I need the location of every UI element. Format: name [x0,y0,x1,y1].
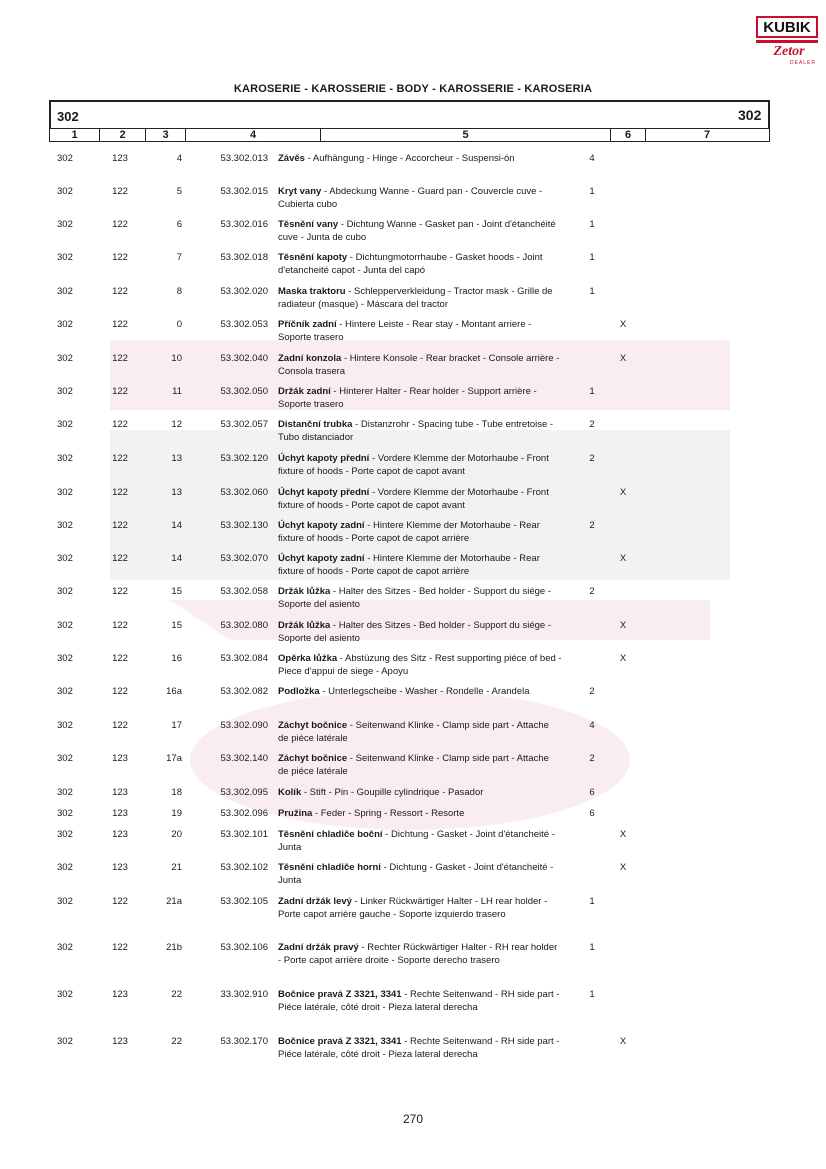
part-translations: - Abstüzung des Sitz - Rest supporting piéce of bed - Piece d'appui de siege - Apoyu [278,653,562,677]
cell-part-number: 53.302.120 [220,453,268,464]
cell-position: 15 [171,620,182,631]
part-name-cz: Úchyt kapoty zadní [278,520,365,531]
cell-group: 302 [57,686,73,697]
cell-group: 302 [57,808,73,819]
column-header-row [49,128,770,142]
part-translations: - Distanzrohr - Spacing tube - Tube entretoise - Tubo distanciador [278,419,554,443]
cell-part-number: 53.302.050 [220,386,268,397]
cell-position: 22 [171,1036,182,1047]
cell-quantity: 1 [589,386,595,397]
part-translations: - Rechter Rückwärtiger Halter - RH rear holder - Porte capot arrière droite - Soporte derecho trasero [278,942,558,966]
cell-mark: X [619,319,627,330]
cell-mark: X [619,653,627,664]
cell-code: 122 [112,353,128,364]
cell-part-number: 53.302.013 [220,153,268,164]
cell-part-number: 53.302.080 [220,620,268,631]
cell-code: 123 [112,753,128,764]
group-code-left: 302 [57,109,79,124]
cell-quantity: 6 [589,808,595,819]
cell-description [278,152,562,165]
cell-position: 17 [171,720,182,731]
cell-group: 302 [57,553,73,564]
cell-code: 122 [112,942,128,953]
cell-part-number: 53.302.070 [220,553,268,564]
cell-group: 302 [57,1036,73,1047]
cell-quantity: 1 [589,896,595,907]
logo-divider [756,40,818,43]
part-name-cz: Opěrka lůžka [278,653,338,664]
cell-quantity: 2 [589,520,595,531]
group-code-right: 302 [738,107,762,123]
cell-position: 21a [166,896,182,907]
cell-group: 302 [57,942,73,953]
cell-position: 6 [176,219,182,230]
part-name-cz: Těsnění chladiče horní [278,862,381,873]
cell-part-number: 33.302.910 [220,989,268,1000]
part-name-cz: Držák zadní [278,386,331,397]
cell-mark: X [619,1036,627,1047]
cell-group: 302 [57,753,73,764]
cell-code: 122 [112,186,128,197]
cell-quantity: 2 [589,419,595,430]
part-name-cz: Úchyt kapoty přední [278,487,370,498]
section-heading: KAROSERIE - KAROSSERIE - BODY - KAROSSERIE - KAROSERIA [233,83,593,95]
cell-mark: X [619,553,627,564]
page-number: 270 [402,1112,424,1126]
cell-code: 122 [112,286,128,297]
logo-dealer-text: DEALER [790,60,817,66]
cell-code: 122 [112,586,128,597]
cell-description [278,786,562,799]
cell-quantity: 1 [589,942,595,953]
cell-position: 17a [166,753,182,764]
part-translations: - Hintere Konsole - Rear bracket - Console arrière - Consola trasera [278,353,560,377]
part-translations: - Hintere Klemme der Motorhaube - Rear fixture of hoods - Porte capot de capot arrière [278,553,540,577]
cell-position: 13 [171,453,182,464]
cell-group: 302 [57,286,73,297]
part-name-cz: Pružina [278,808,313,819]
cell-description [278,752,562,778]
part-translations: - Halter des Sitzes - Bed holder - Support du siége - Soporte del asiento [278,586,551,610]
cell-part-number: 53.302.060 [220,487,268,498]
cell-description [278,988,562,1014]
cell-group: 302 [57,720,73,731]
part-name-cz: Kolík [278,787,302,798]
cell-code: 122 [112,219,128,230]
part-name-cz: Těsnění chladiče boční [278,829,383,840]
part-translations: - Aufhängung - Hinge - Accorcheur - Suspensi-ón [304,153,515,164]
cell-code: 123 [112,1036,128,1047]
column-header-7: 7 [703,129,711,141]
cell-code: 122 [112,686,128,697]
cell-part-number: 53.302.140 [220,753,268,764]
cell-part-number: 53.302.040 [220,353,268,364]
part-translations: - Hintere Klemme der Motorhaube - Rear fixture of hoods - Porte capot de capot arrière [278,520,540,544]
part-name-cz: Úchyt kapoty zadní [278,553,365,564]
cell-group: 302 [57,620,73,631]
part-name-cz: Bočnice pravá Z 3321, 3341 [278,1036,402,1047]
cell-code: 123 [112,862,128,873]
cell-position: 8 [176,286,182,297]
part-translations: - Rechte Seitenwand - RH side part - Piéce latérale, côté droit - Pieza lateral derecha [278,989,560,1013]
cell-position: 20 [171,829,182,840]
part-name-cz: Držák lůžka [278,586,331,597]
cell-group: 302 [57,252,73,263]
cell-part-number: 53.302.096 [220,808,268,819]
cell-code: 122 [112,487,128,498]
part-name-cz: Těsnění vany [278,219,339,230]
cell-quantity: 2 [589,686,595,697]
cell-position: 10 [171,353,182,364]
part-name-cz: Záchyt bočnice [278,753,348,764]
cell-position: 21 [171,862,182,873]
cell-part-number: 53.302.057 [220,419,268,430]
cell-code: 122 [112,386,128,397]
part-name-cz: Příčník zadní [278,319,337,330]
part-name-cz: Úchyt kapoty přední [278,453,370,464]
cell-part-number: 53.302.090 [220,720,268,731]
part-translations: - Stift - Pin - Goupille cylindrique - Pasador [301,787,484,798]
part-name-cz: Podložka [278,686,320,697]
cell-description [278,285,562,311]
cell-description [278,418,562,444]
cell-code: 123 [112,787,128,798]
part-name-cz: Držák lůžka [278,620,331,631]
cell-mark: X [619,862,627,873]
cell-code: 123 [112,808,128,819]
cell-part-number: 53.302.015 [220,186,268,197]
cell-part-number: 53.302.102 [220,862,268,873]
cell-part-number: 53.302.095 [220,787,268,798]
cell-part-number: 53.302.130 [220,520,268,531]
cell-position: 13 [171,487,182,498]
cell-group: 302 [57,862,73,873]
part-translations: - Hintere Leiste - Rear stay - Montant arriere - Soporte trasero [278,319,532,343]
cell-position: 4 [176,153,182,164]
cell-description [278,941,562,967]
logo-kubik-text: KUBIK [763,18,811,36]
cell-quantity: 4 [589,153,595,164]
cell-group: 302 [57,186,73,197]
cell-group: 302 [57,319,73,330]
kubik-zetor-logo [756,16,818,68]
cell-quantity: 1 [589,989,595,1000]
cell-group: 302 [57,520,73,531]
cell-quantity: 1 [589,252,595,263]
cell-position: 11 [172,386,182,397]
cell-group: 302 [57,896,73,907]
cell-position: 16 [171,653,182,664]
column-header-3: 3 [146,129,186,141]
part-name-cz: Zadní držák levý [278,896,352,907]
cell-part-number: 53.302.058 [220,586,268,597]
cell-part-number: 53.302.018 [220,252,268,263]
cell-code: 122 [112,553,128,564]
cell-quantity: 2 [589,753,595,764]
cell-mark: X [619,353,627,364]
cell-quantity: 4 [589,720,595,731]
cell-group: 302 [57,453,73,464]
cell-description [278,218,562,244]
cell-quantity: 1 [589,286,595,297]
cell-group: 302 [57,153,73,164]
cell-position: 16a [166,686,182,697]
cell-description [278,452,562,478]
cell-code: 122 [112,252,128,263]
cell-part-number: 53.302.105 [220,896,268,907]
cell-description [278,619,562,645]
cell-part-number: 53.302.106 [220,942,268,953]
cell-description [278,318,562,344]
cell-code: 122 [112,453,128,464]
part-name-cz: Těsnění kapoty [278,252,348,263]
cell-group: 302 [57,787,73,798]
cell-description [278,1035,562,1061]
cell-group: 302 [57,386,73,397]
column-header-4: 4 [186,129,321,141]
part-translations: - Halter des Sitzes - Bed holder - Support du siége - Soporte del asiento [278,620,551,644]
cell-code: 122 [112,319,128,330]
cell-description [278,585,562,611]
part-name-cz: Zadní konzola [278,353,342,364]
part-translations: - Hinterer Halter - Rear holder - Support arrière - Soporte trasero [278,386,537,410]
cell-mark: X [619,620,627,631]
cell-code: 123 [112,829,128,840]
cell-mark: X [619,487,627,498]
part-translations: - Vordere Klemme der Motorhaube - Front fixture of hoods - Porte capot de capot avant [278,487,549,511]
part-translations: - Unterlegscheibe - Washer - Rondelle - Arandela [319,686,530,697]
part-translations: - Seitenwand Klinke - Clamp side part - Attache de piéce latérale [278,720,549,744]
part-translations: - Abdeckung Wanne - Guard pan - Couvercle cuve - Cubierta cubo [278,186,543,210]
cell-group: 302 [57,219,73,230]
cell-position: 0 [176,319,182,330]
part-name-cz: Záchyt bočnice [278,720,348,731]
cell-code: 122 [112,520,128,531]
column-header-6: 6 [611,129,646,141]
part-translations: - Feder - Spring - Ressort - Resorte [312,808,465,819]
cell-quantity: 1 [589,186,595,197]
cell-description [278,685,562,698]
cell-mark: X [619,829,627,840]
cell-description [278,519,562,545]
part-name-cz: Závěs [278,153,305,164]
column-header-2: 2 [100,129,146,141]
cell-position: 14 [171,520,182,531]
part-name-cz: Distanční trubka [278,419,353,430]
group-header-frame [49,100,770,128]
cell-position: 18 [171,787,182,798]
cell-position: 7 [176,252,182,263]
column-header-5: 5 [321,129,611,141]
cell-code: 123 [112,153,128,164]
cell-description [278,828,562,854]
cell-group: 302 [57,419,73,430]
cell-description [278,385,562,411]
logo-kubik-box [756,16,818,38]
cell-code: 122 [112,653,128,664]
cell-description [278,652,562,678]
column-header-1: 1 [50,129,100,141]
cell-code: 123 [112,989,128,1000]
cell-quantity: 1 [589,219,595,230]
cell-quantity: 2 [589,586,595,597]
part-translations: - Schlepperverkleidung - Tractor mask - Grille de radiateur (masque) - Máscara del tractor [278,286,553,310]
part-translations: - Dichtung - Gasket - Joint d'étancheité - Junta [278,829,555,853]
logo-zetor-text: Zetor [773,44,805,59]
cell-part-number: 53.302.170 [220,1036,268,1047]
cell-code: 122 [112,419,128,430]
part-translations: - Dichtung - Gasket - Joint d'étancheité - Junta [278,862,554,886]
cell-group: 302 [57,653,73,664]
cell-code: 122 [112,620,128,631]
cell-part-number: 53.302.020 [220,286,268,297]
cell-position: 22 [171,989,182,1000]
cell-description [278,807,562,820]
cell-description [278,861,562,887]
cell-position: 21b [166,942,182,953]
cell-part-number: 53.302.084 [220,653,268,664]
cell-group: 302 [57,353,73,364]
cell-quantity: 2 [589,453,595,464]
part-translations: - Seitenwand Klinke - Clamp side part - Attache de piéce latérale [278,753,549,777]
cell-part-number: 53.302.053 [220,319,268,330]
cell-description [278,251,562,277]
cell-position: 14 [171,553,182,564]
part-translations: - Linker Rückwärtiger Halter - LH rear holder - Porte capot arrière gauche - Soporte izquierdo trasero [278,896,548,920]
cell-description [278,552,562,578]
cell-part-number: 53.302.082 [220,686,268,697]
cell-position: 15 [171,586,182,597]
cell-description [278,352,562,378]
cell-position: 19 [171,808,182,819]
cell-group: 302 [57,586,73,597]
cell-position: 5 [176,186,182,197]
part-translations: - Vordere Klemme der Motorhaube - Front fixture of hoods - Porte capot de capot avant [278,453,549,477]
part-name-cz: Maska traktoru [278,286,346,297]
part-name-cz: Bočnice pravá Z 3321, 3341 [278,989,402,1000]
cell-code: 122 [112,720,128,731]
cell-position: 12 [171,419,182,430]
part-translations: - Dichtung Wanne - Gasket pan - Joint d'étanchéité cuve - Junta de cubo [278,219,556,243]
part-translations: - Rechte Seitenwand - RH side part - Piéce latérale, côté droit - Pieza lateral derecha [278,1036,560,1060]
cell-group: 302 [57,829,73,840]
cell-description [278,486,562,512]
cell-part-number: 53.302.016 [220,219,268,230]
part-translations: - Dichtungmotorrhaube - Gasket hoods - Joint d'etancheité capot - Junta del capó [278,252,543,276]
cell-group: 302 [57,487,73,498]
cell-group: 302 [57,989,73,1000]
part-name-cz: Kryt vany [278,186,322,197]
cell-code: 122 [112,896,128,907]
cell-quantity: 6 [589,787,595,798]
part-name-cz: Zadní držák pravý [278,942,359,953]
cell-description [278,185,562,211]
cell-description [278,719,562,745]
cell-part-number: 53.302.101 [220,829,268,840]
cell-description [278,895,562,921]
